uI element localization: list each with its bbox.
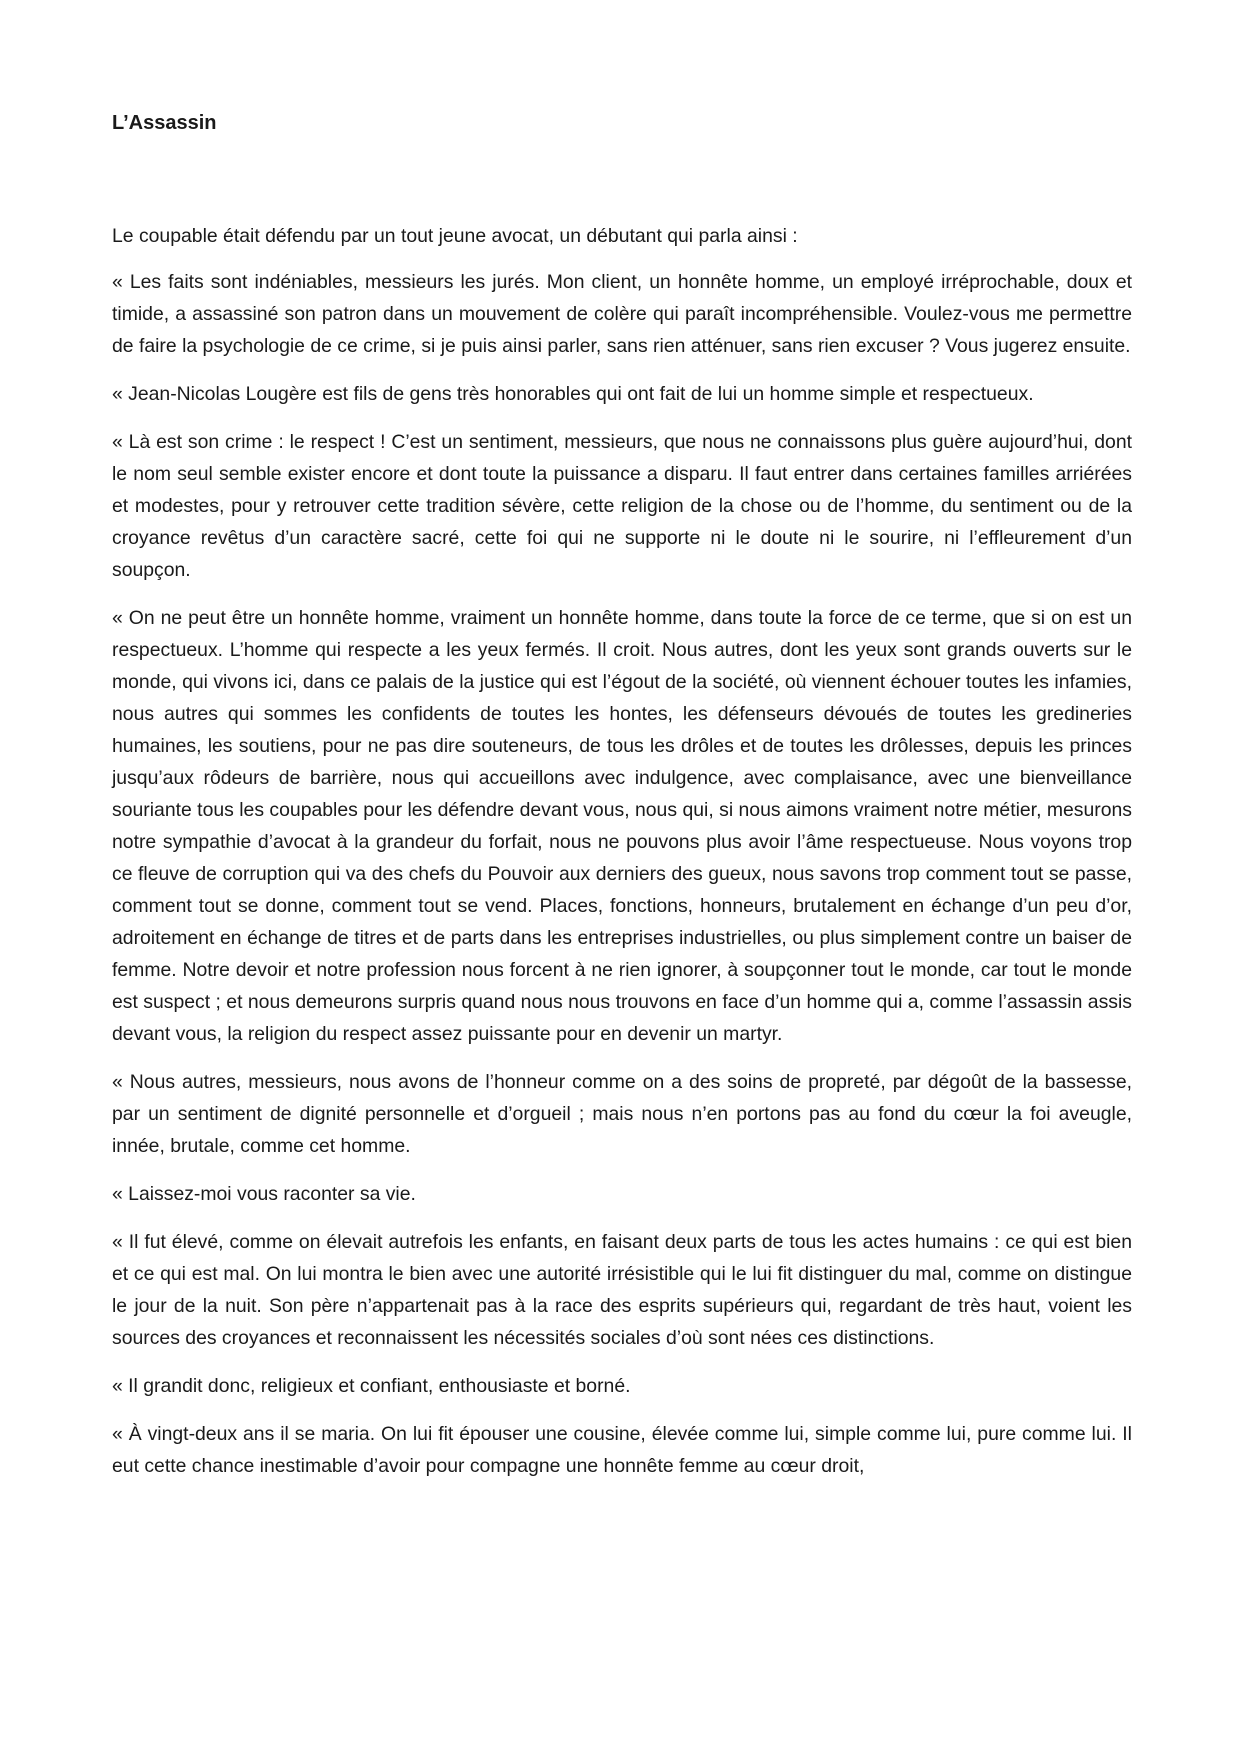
- paragraph: « Nous autres, messieurs, nous avons de l’honneur comme on a des soins de propreté, par dégoût de la bassesse, par un sentiment de dignité personnelle et d’orgueil ; mais nous n’en portons pas au fond du cœur la foi aveugle, innée, brutale, comme cet homme.: [112, 1071, 1132, 1157]
- paragraph: « À vingt-deux ans il se maria. On lui fit épouser une cousine, élevée comme lui, simple comme lui, pure comme lui. Il eut cette chance inestimable d’avoir pour compagne une honnête femme au cœur droit,: [112, 1423, 1132, 1477]
- paragraph: « Là est son crime : le respect ! C’est un sentiment, messieurs, que nous ne connaissons plus guère aujourd’hui, dont le nom seul semble exister encore et dont toute la puissance a disparu. Il faut entrer dans certaines familles arriérées et modestes, pour y retrouver cette tradition sévère, cette religion de la chose ou de l’homme, du sentiment ou de la croyance revêtus d’un caractère sacré, cette foi qui ne supporte ni le doute ni le sourire, ni l’effleurement d’un soupçon.: [112, 431, 1132, 581]
- paragraph: « Il grandit donc, religieux et confiant, enthousiaste et borné.: [112, 1375, 631, 1397]
- document-body: [112, 220, 1132, 1482]
- document-title: L’Assassin: [112, 112, 217, 134]
- paragraph: « Il fut élevé, comme on élevait autrefois les enfants, en faisant deux parts de tous les actes humains : ce qui est bien et ce qui est mal. On lui montra le bien avec une autorité irrésistible qui le lui fit distinguer du mal, comme on distingue le jour de la nuit. Son père n’appartenait pas à la race des esprits supérieurs qui, regardant de très haut, voient les sources des croyances et reconnaissent les nécessités sociales d’où sont nées ces distinctions.: [112, 1231, 1132, 1349]
- paragraph: « Jean-Nicolas Lougère est fils de gens très honorables qui ont fait de lui un homme simple et respectueux.: [112, 383, 1034, 405]
- paragraph: Le coupable était défendu par un tout jeune avocat, un débutant qui parla ainsi :: [112, 225, 798, 247]
- paragraph: « Laissez-moi vous raconter sa vie.: [112, 1183, 416, 1205]
- document-page: [112, 110, 1132, 1498]
- paragraph: « On ne peut être un honnête homme, vraiment un honnête homme, dans toute la force de ce terme, que si on est un respectueux. L’homme qui respecte a les yeux fermés. Il croit. Nous autres, dont les yeux sont grands ouverts sur le monde, qui vivons ici, dans ce palais de la justice qui est l’égout de la société, où viennent échouer toutes les infamies, nous autres qui sommes les confidents de toutes les hontes, les défenseurs dévoués de toutes les gredineries humaines, les soutiens, pour ne pas dire souteneurs, de tous les drôles et de toutes les drôlesses, depuis les princes jusqu’aux rôdeurs de barrière, nous qui accueillons avec indulgence, avec complaisance, avec une bienveillance souriante tous les coupables pour les défendre devant vous, nous qui, si nous aimons vraiment notre métier, mesurons notre sympathie d’avocat à la grandeur du forfait, nous ne pouvons plus avoir l’âme respectueuse. Nous voyons trop ce fleuve de corruption qui va des chefs du Pouvoir aux derniers des gueux, nous savons trop comment tout se passe, comment tout se donne, comment tout se vend. Places, fonctions, honneurs, brutalement en échange d’un peu d’or, adroitement en échange de titres et de parts dans les entreprises industrielles, ou plus simplement contre un baiser de femme. Notre devoir et notre profession nous forcent à ne rien ignorer, à soupçonner tout le monde, car tout le monde est suspect ; et nous demeurons surpris quand nous nous trouvons en face d’un homme qui a, comme l’assassin assis devant vous, la religion du respect assez puissante pour en devenir un martyr.: [112, 607, 1132, 1045]
- paragraph: « Les faits sont indéniables, messieurs les jurés. Mon client, un honnête homme, un employé irréprochable, doux et timide, a assassiné son patron dans un mouvement de colère qui paraît incompréhensible. Voulez-vous me permettre de faire la psychologie de ce crime, si je puis ainsi parler, sans rien atténuer, sans rien excuser ? Vous jugerez ensuite.: [112, 271, 1132, 357]
